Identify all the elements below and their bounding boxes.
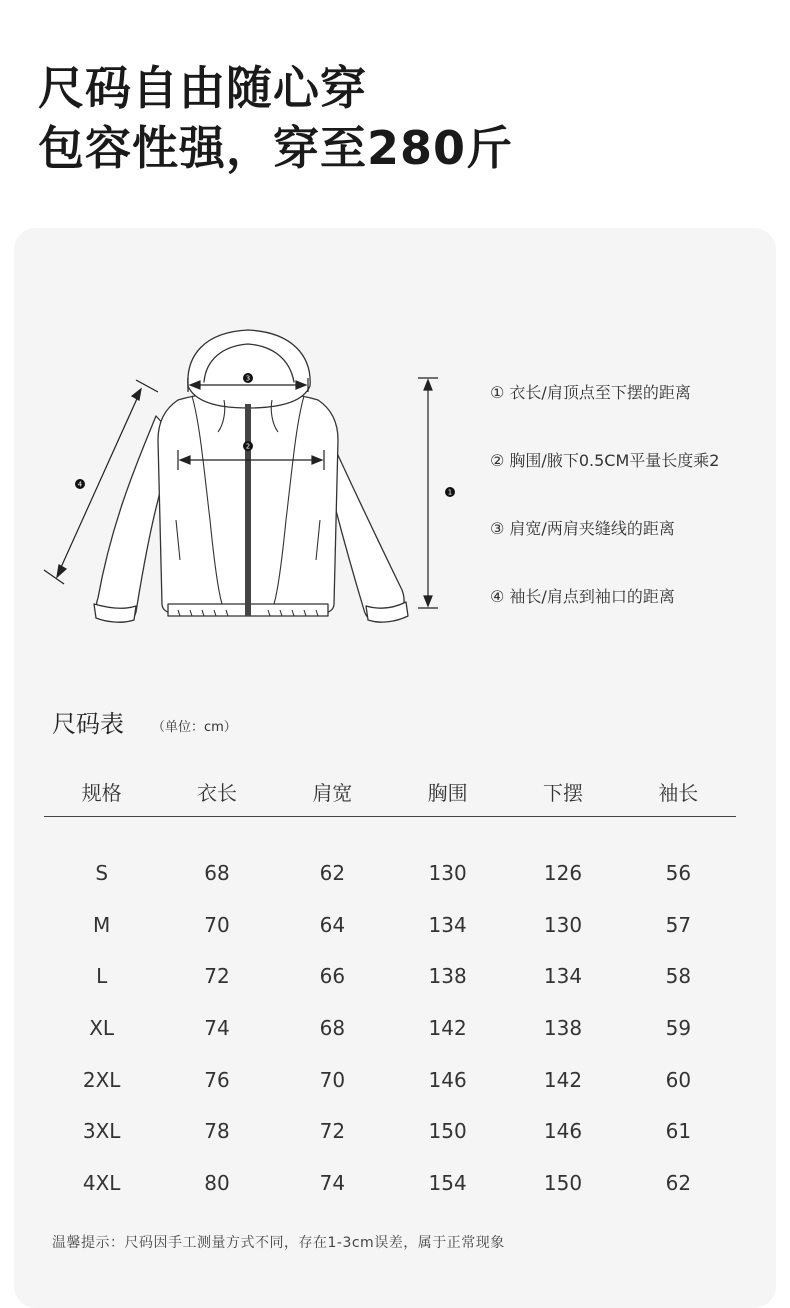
table-row: [44, 1002, 736, 1054]
marker-2: 2: [245, 442, 251, 451]
cell-hem: 150: [543, 1170, 583, 1195]
cell-shoulder: 66: [319, 964, 346, 989]
marker-4: 4: [77, 480, 83, 489]
header-shoulder: 肩宽: [275, 766, 390, 817]
cell-size: XL: [89, 1015, 115, 1040]
cell-sleeve: 60: [665, 1067, 692, 1092]
cell-chest: 130: [428, 860, 467, 885]
marker-1: 1: [447, 488, 453, 497]
headline-line-2: 包容性强，穿至280斤: [38, 121, 514, 175]
cell-shoulder: 74: [319, 1170, 346, 1195]
table-row: [44, 1157, 736, 1209]
table-row: [44, 899, 736, 951]
cell-hem: 138: [543, 1015, 583, 1040]
cell-size: L: [96, 964, 108, 989]
cell-length: 70: [204, 912, 230, 937]
marker-3: 3: [245, 374, 251, 383]
cell-sleeve: 61: [665, 1119, 692, 1144]
cell-chest: 150: [428, 1119, 467, 1144]
table-row: [44, 950, 736, 1002]
cell-length: 72: [204, 964, 230, 989]
cell-chest: 138: [428, 964, 467, 989]
measurement-legend: [490, 376, 719, 648]
cell-length: 78: [204, 1119, 230, 1144]
legend-item-sleeve: ④ 袖长/肩点到袖口的距离: [490, 587, 675, 606]
legend-item-shoulder: ③ 肩宽/两肩夹缝线的距离: [490, 519, 675, 538]
cell-sleeve: 59: [665, 1015, 692, 1040]
header-hem: 下摆: [505, 766, 620, 817]
cell-hem: 134: [543, 964, 583, 989]
header-chest: 胸围: [390, 766, 505, 817]
cell-size: 3XL: [82, 1119, 121, 1144]
cell-hem: 146: [543, 1119, 583, 1144]
size-table-header: [44, 766, 736, 817]
jacket-diagram: [28, 320, 468, 640]
header-sleeve: 袖长: [621, 766, 736, 817]
cell-shoulder: 70: [319, 1067, 346, 1092]
cell-sleeve: 57: [665, 912, 692, 937]
headline: [38, 58, 513, 178]
cell-shoulder: 64: [319, 912, 346, 937]
cell-length: 68: [204, 860, 230, 885]
measurement-note: 温馨提示：尺码因手工测量方式不同，存在1-3cm误差，属于正常现象: [52, 1235, 505, 1251]
legend-item-chest: ② 胸围/腋下0.5CM平量长度乘2: [490, 451, 720, 470]
cell-shoulder: 72: [319, 1119, 346, 1144]
cell-hem: 130: [543, 912, 583, 937]
table-row: [44, 1054, 736, 1106]
cell-size: 4XL: [82, 1170, 121, 1195]
table-row: [44, 1105, 736, 1157]
cell-length: 74: [204, 1015, 230, 1040]
headline-line-1: 尺码自由随心穿: [38, 61, 367, 115]
size-table-title: 尺码表: [52, 710, 124, 738]
jacket-illustration: [28, 320, 468, 640]
cell-length: 76: [204, 1067, 230, 1092]
header-size: 规格: [44, 766, 159, 817]
table-row: [44, 847, 736, 899]
cell-shoulder: 62: [319, 860, 346, 885]
cell-hem: 126: [543, 860, 583, 885]
legend-item-length: ① 衣长/肩顶点至下摆的距离: [490, 383, 691, 402]
size-table: [44, 766, 736, 1209]
cell-length: 80: [204, 1170, 230, 1195]
cell-chest: 146: [428, 1067, 467, 1092]
cell-hem: 142: [543, 1067, 583, 1092]
cell-shoulder: 68: [319, 1015, 346, 1040]
size-table-unit: （单位：cm）: [152, 720, 237, 735]
cell-size: 2XL: [82, 1067, 121, 1092]
cell-chest: 134: [428, 912, 467, 937]
cell-chest: 142: [428, 1015, 467, 1040]
cell-sleeve: 56: [665, 860, 692, 885]
cell-sleeve: 58: [665, 964, 692, 989]
header-length: 衣长: [159, 766, 274, 817]
cell-size: M: [93, 912, 111, 937]
cell-size: S: [95, 860, 109, 885]
cell-chest: 154: [428, 1170, 467, 1195]
cell-sleeve: 62: [665, 1170, 692, 1195]
